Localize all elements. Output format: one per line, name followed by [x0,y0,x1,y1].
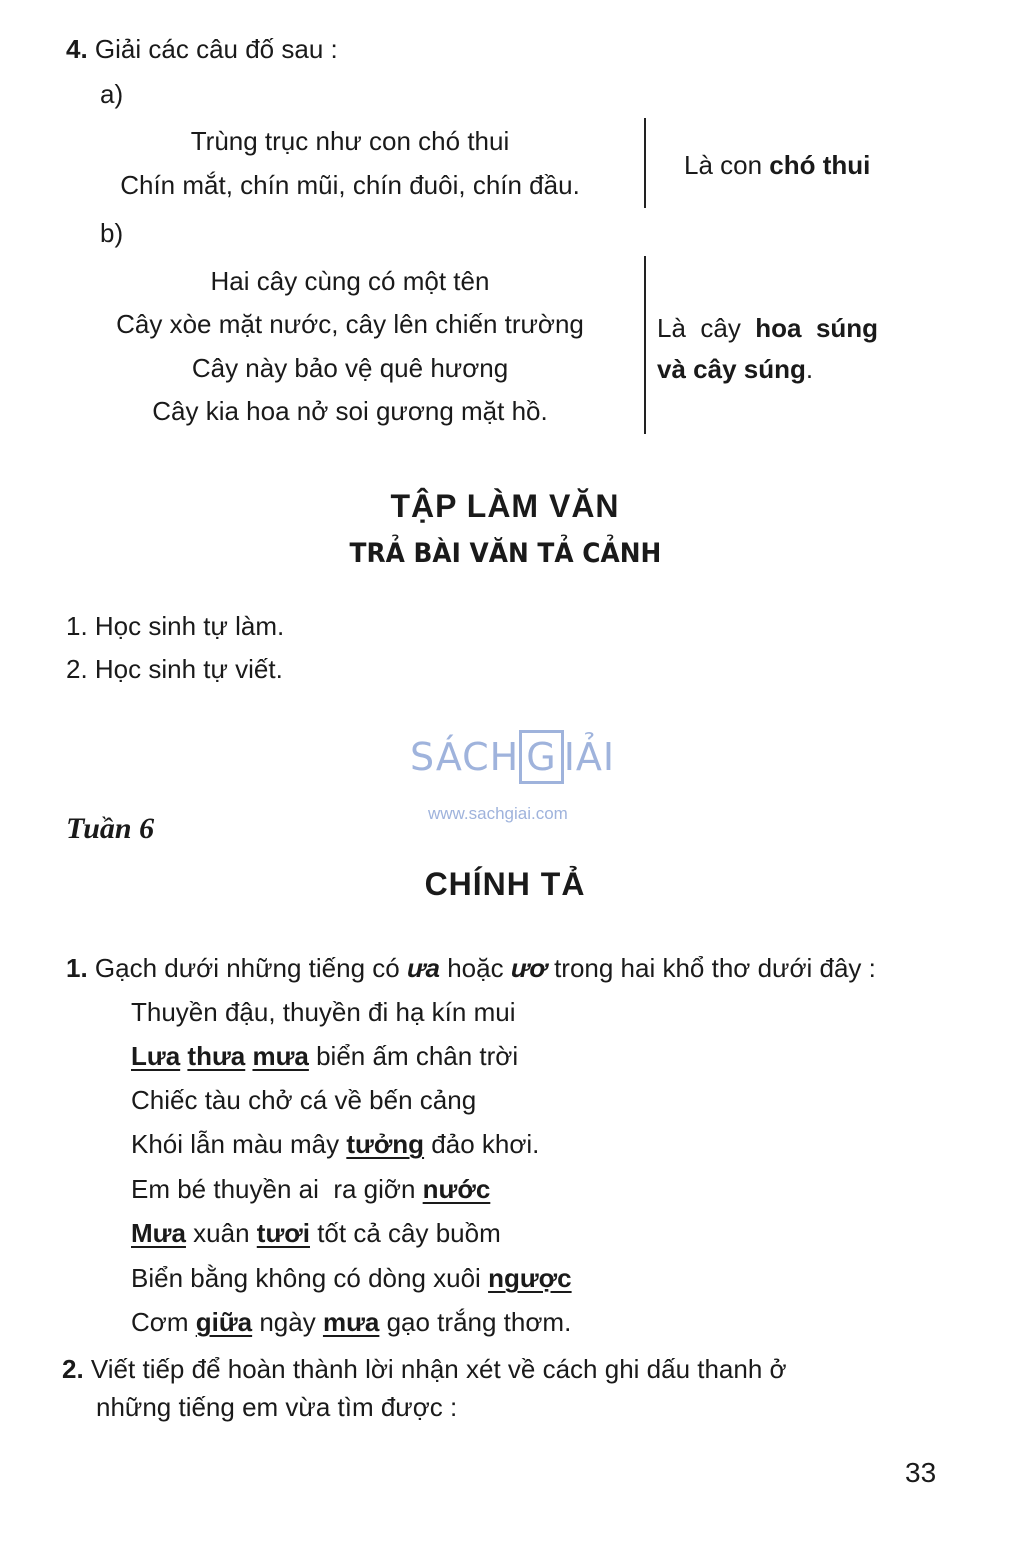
poem-line-6-post: tốt cả cây buồm [309,1218,501,1248]
riddle-b-answer-bold-2: và cây súng [657,354,806,384]
ex4-number: 4. [66,34,88,64]
poem-line-6 [131,1218,501,1249]
underlined-word: tưởng [346,1129,425,1159]
question-2-number: 2. [62,1354,84,1384]
riddle-a-answer-bold: chó thui [769,150,871,180]
watermark-right: IẢI [563,735,616,779]
riddle-b-answer-line-2 [657,354,813,385]
poem-line-7 [131,1263,572,1294]
riddle-a-answer [684,150,870,181]
ex4-a-label: a) [100,79,124,109]
watermark-url: www.sachgiai.com [428,804,568,823]
question-2-text: Viết tiếp để hoàn thành lời nhận xét về cách ghi dấu thanh ở [83,1354,787,1384]
riddle-b-answer-line-1 [657,313,878,344]
riddle-b-answer-prefix: Là cây [657,313,756,343]
page-number: 33 [905,1457,937,1488]
riddle-a-line-2: Chín mắt, chín mũi, chín đuôi, chín đầu. [120,170,580,200]
riddle-b-line-3: Cây này bảo vệ quê hương [191,353,509,383]
poem-line-1: Thuyền đậu, thuyền đi hạ kín mui [131,997,516,1027]
section-subheading: TRẢ BÀI VĂN TẢ CẢNH [349,538,661,569]
section-heading-tap-lam-van: TẬP LÀM VĂN [390,488,620,524]
poem-line-8-post: gạo trắng thơm. [379,1307,572,1337]
poem-line-4-pre: Khói lẫn màu mây [131,1129,347,1159]
question-2-line-1 [62,1354,787,1385]
underlined-word: mưa [252,1041,309,1071]
poem-line-7-pre: Biển bằng không có dòng xuôi [131,1263,489,1293]
question-2-line-2: những tiếng em vừa tìm được : [96,1392,458,1422]
section-heading-chinh-ta: CHÍNH TẢ [424,866,586,902]
watermark-logo [410,730,615,784]
watermark-box: G [519,730,563,784]
ex4-title: Giải các câu đố sau : [94,34,338,64]
riddle-b-line-2: Cây xòe mặt nước, cây lên chiến trường [116,309,584,339]
poem-line-4-post: đảo khơi. [424,1129,540,1159]
poem-line-8-pre: Cơm [131,1307,196,1337]
underlined-word: mưa [322,1307,380,1337]
poem-line-4 [131,1129,539,1160]
list-item: 1. Học sinh tự làm. [66,611,285,641]
divider-a [644,118,646,208]
poem-line-6-mid: xuân [185,1218,257,1248]
riddle-a-answer-prefix: Là con [684,150,770,180]
question-1-number: 1. [66,953,88,983]
section-subheading-wrap [0,538,1010,569]
underlined-word: giữa [195,1307,253,1337]
riddle-b-line-1: Hai cây cùng có một tên [210,266,490,296]
poem-line-5 [131,1174,490,1205]
riddle-b-answer-bold-1: hoa súng [755,313,879,343]
underlined-word: nước [422,1174,491,1204]
ex4-b-label: b) [100,218,124,248]
poem-line-3: Chiếc tàu chở cá về bến cảng [131,1085,477,1115]
divider-b [644,256,646,434]
riddle-b-line-4: Cây kia hoa nở soi gương mặt hồ. [152,396,548,426]
underlined-word: thưa [187,1041,246,1071]
poem-line-8 [131,1307,571,1338]
question-1-uo: ươ [510,953,547,983]
list-item: 2. Học sinh tự viết. [66,654,283,684]
underlined-word: Lưa [131,1041,181,1071]
poem-line-5-pre: Em bé thuyền ai ra giỡn [131,1174,423,1204]
riddle-a-line-1: Trùng trục như con chó thui [190,126,510,156]
question-1-text-c: trong hai khổ thơ dưới đây : [546,953,876,983]
underlined-word: Mưa [131,1218,186,1248]
watermark-left: SÁCH [410,735,520,779]
question-1-ua: ưa [406,953,440,983]
underlined-word: tươi [256,1218,310,1248]
underlined-word: ngược [488,1263,572,1293]
question-1 [66,953,876,984]
riddle-b-answer-period: . [805,354,814,384]
ex4-heading [66,34,338,65]
poem-line-8-mid: ngày [252,1307,323,1337]
week-label: Tuần 6 [66,812,155,845]
poem-line-2-rest: biển ấm chân trời [308,1041,519,1071]
question-1-text-b: hoặc [439,953,511,983]
question-1-text-a: Gạch dưới những tiếng có [87,953,407,983]
poem-line-2 [131,1041,518,1072]
